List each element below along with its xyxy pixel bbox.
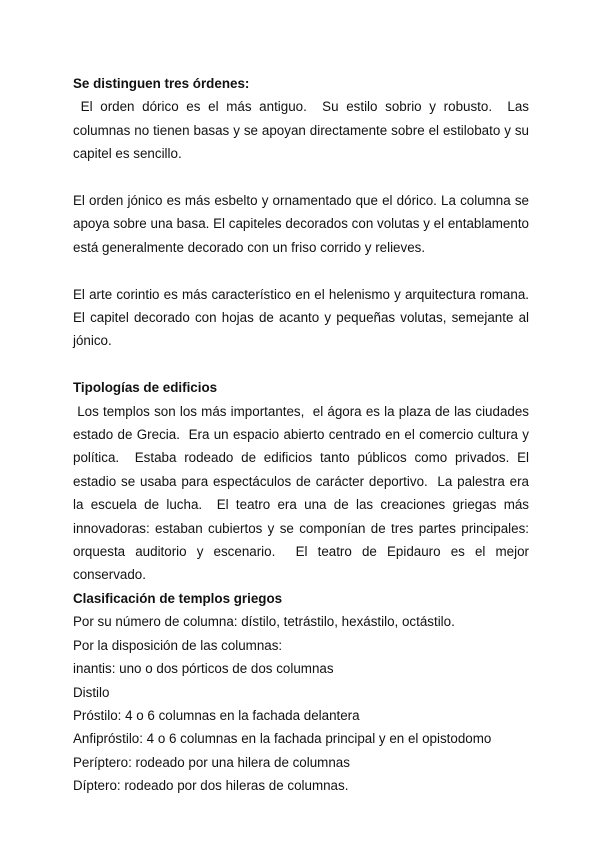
paragraph-spacer [73,353,529,376]
classification-line: Próstilo: 4 o 6 columnas en la fachada delantera [73,707,360,723]
document-body [73,72,533,798]
heading-tipologias: Tipologías de edificios [73,380,218,396]
classification-line: Por la disposición de las columnas: [73,637,283,653]
paragraph-spacer [73,166,529,189]
paragraph-corintio: El arte corintio es más característico en el helenismo y arquitectura romana. El capitel decorado con hojas de acanto y pequeñas volutas, semejante al jónico. [73,286,529,349]
paragraph-dorico: El orden dórico es el más antiguo. Su estilo sobrio y robusto. Las columnas no tienen basas y se apoyan directamente sobre el estilobato y su capitel es sencillo. [73,99,533,162]
heading-clasificacion: Clasificación de templos griegos [73,590,283,606]
classification-line: Distilo [73,684,110,700]
paragraph-spacer [73,259,529,282]
heading-ordenes: Se distinguen tres órdenes: [73,76,250,91]
classification-line: Díptero: rodeado por dos hileras de columnas. [73,778,349,794]
classification-line: Por su número de columna: dístilo, tetrástilo, hexástilo, octástilo. [73,614,455,630]
paragraph-jonico: El orden jónico es más esbelto y ornamentado que el dórico. La columna se apoya sobre una basa. El capiteles decorados con volutas y el entablamento está generalmente decorado con un friso corrido y relieves. [73,193,529,255]
classification-line: Períptero: rodeado por una hilera de columnas [73,754,350,770]
classification-line: Anfipróstilo: 4 o 6 columnas en la fachada principal y en el opistodomo [73,731,492,747]
paragraph-tipologias: Los templos son los más importantes, el ágora es la plaza de las ciudades estado de Grecia. Era un espacio abierto centrado en el comercio cultura y política. Estaba rodeado de edificios tanto públicos como privados. El estadio se usaba para espectáculos de carácter deportivo. La palestra era la escuela de lucha. El teatro era una de las creaciones griegas más innovadoras: estaban cubiertos y se componían de tres partes principales: orquesta auditorio y escenario. El teatro de Epidauro es el mejor conservado. [73,403,533,583]
classification-line: inantis: uno o dos pórticos de dos columnas [73,661,334,677]
